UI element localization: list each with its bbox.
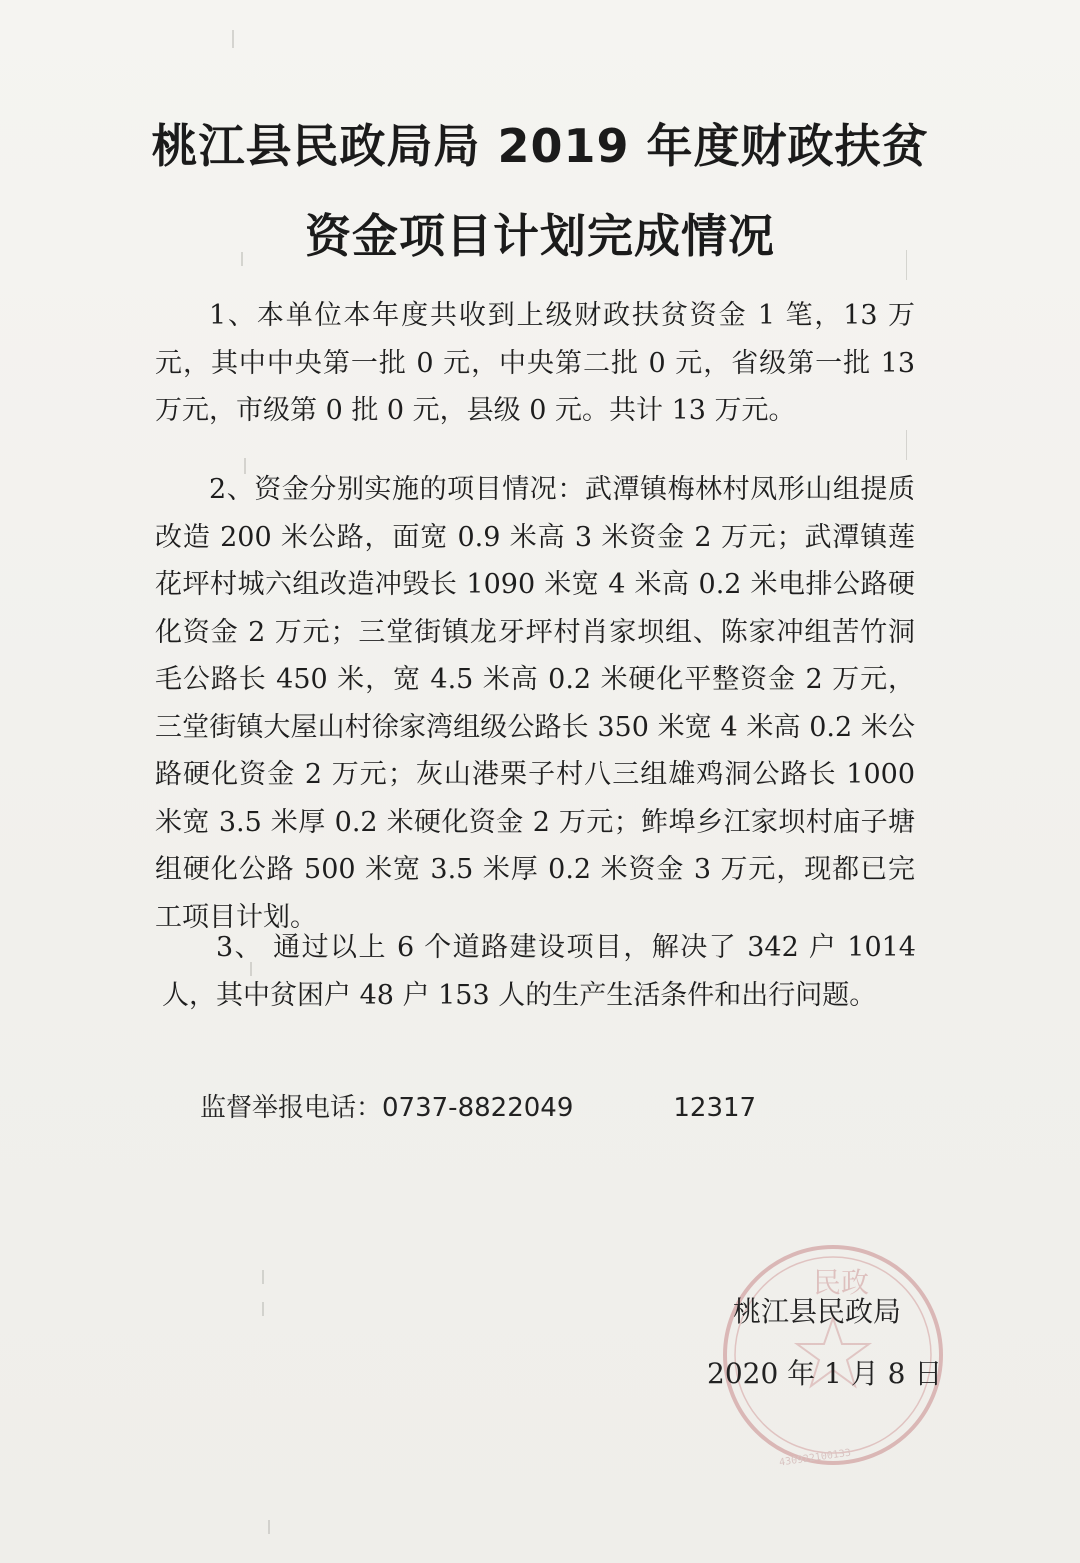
document-title-line1: 桃江县民政局局 2019 年度财政扶贫: [151, 119, 929, 173]
paragraph-project-details: 2、资金分别实施的项目情况：武潭镇梅林村凤形山组提质改造 200 米公路，面宽 0.9 米高 3 米资金 2 万元；武潭镇莲花坪村城六组改造冲毁长 1090 米宽 4 米高 0.2 米电排公路硬化资金 2 万元；三堂街镇龙牙坪村肖家坝组、陈家冲组苦竹洞毛公路长 450 米，宽 4.5 米高 0.2 米硬化平整资金 2 万元，三堂街镇大屋山村徐家湾组级公路长 350 米宽 4 米高 0.2 米公路硬化资金 2 万元；灰山港栗子村八三组雄鸡洞公路长 1000 米宽 3.5 米厚 0.2 米硬化资金 2 万元；鲊埠乡江家坝村庙子塘组硬化公路 500 米宽 3.5 米厚 0.2 米资金 3 万元，现都已完工项目计划。: [155, 474, 915, 933]
scan-mark: [268, 1520, 270, 1534]
signature-organization: 桃江县民政局: [733, 1295, 902, 1328]
scan-mark: [906, 430, 907, 460]
scan-mark: [232, 30, 234, 48]
hotline-number: 0737-8822049: [382, 1093, 574, 1123]
report-hotline: [200, 1087, 756, 1124]
signature-date: 2020 年 1 月 8 日: [707, 1357, 943, 1390]
scan-mark: [262, 1302, 264, 1316]
svg-text:民政: 民政: [813, 1266, 870, 1299]
document-title-line2: 资金项目计划完成情况: [305, 209, 775, 263]
svg-text:430922100133: 430922100133: [778, 1447, 852, 1469]
hotline-label: 监督举报电话：: [200, 1093, 383, 1123]
hotline-short-number: 12317: [673, 1093, 757, 1123]
scan-mark: [262, 1270, 264, 1284]
paragraph-funds-received: 1、本单位本年度共收到上级财政扶贫资金 1 笔，13 万元，其中中央第一批 0 元，中央第二批 0 元，省级第一批 13 万元，市级第 0 批 0 元，县级 0 元。共计 13 万元。: [155, 300, 915, 426]
paragraph-project-outcome: 3、 通过以上 6 个道路建设项目，解决了 342 户 1014 人，其中贫困户 48 户 153 人的生产生活条件和出行问题。: [162, 932, 916, 1011]
